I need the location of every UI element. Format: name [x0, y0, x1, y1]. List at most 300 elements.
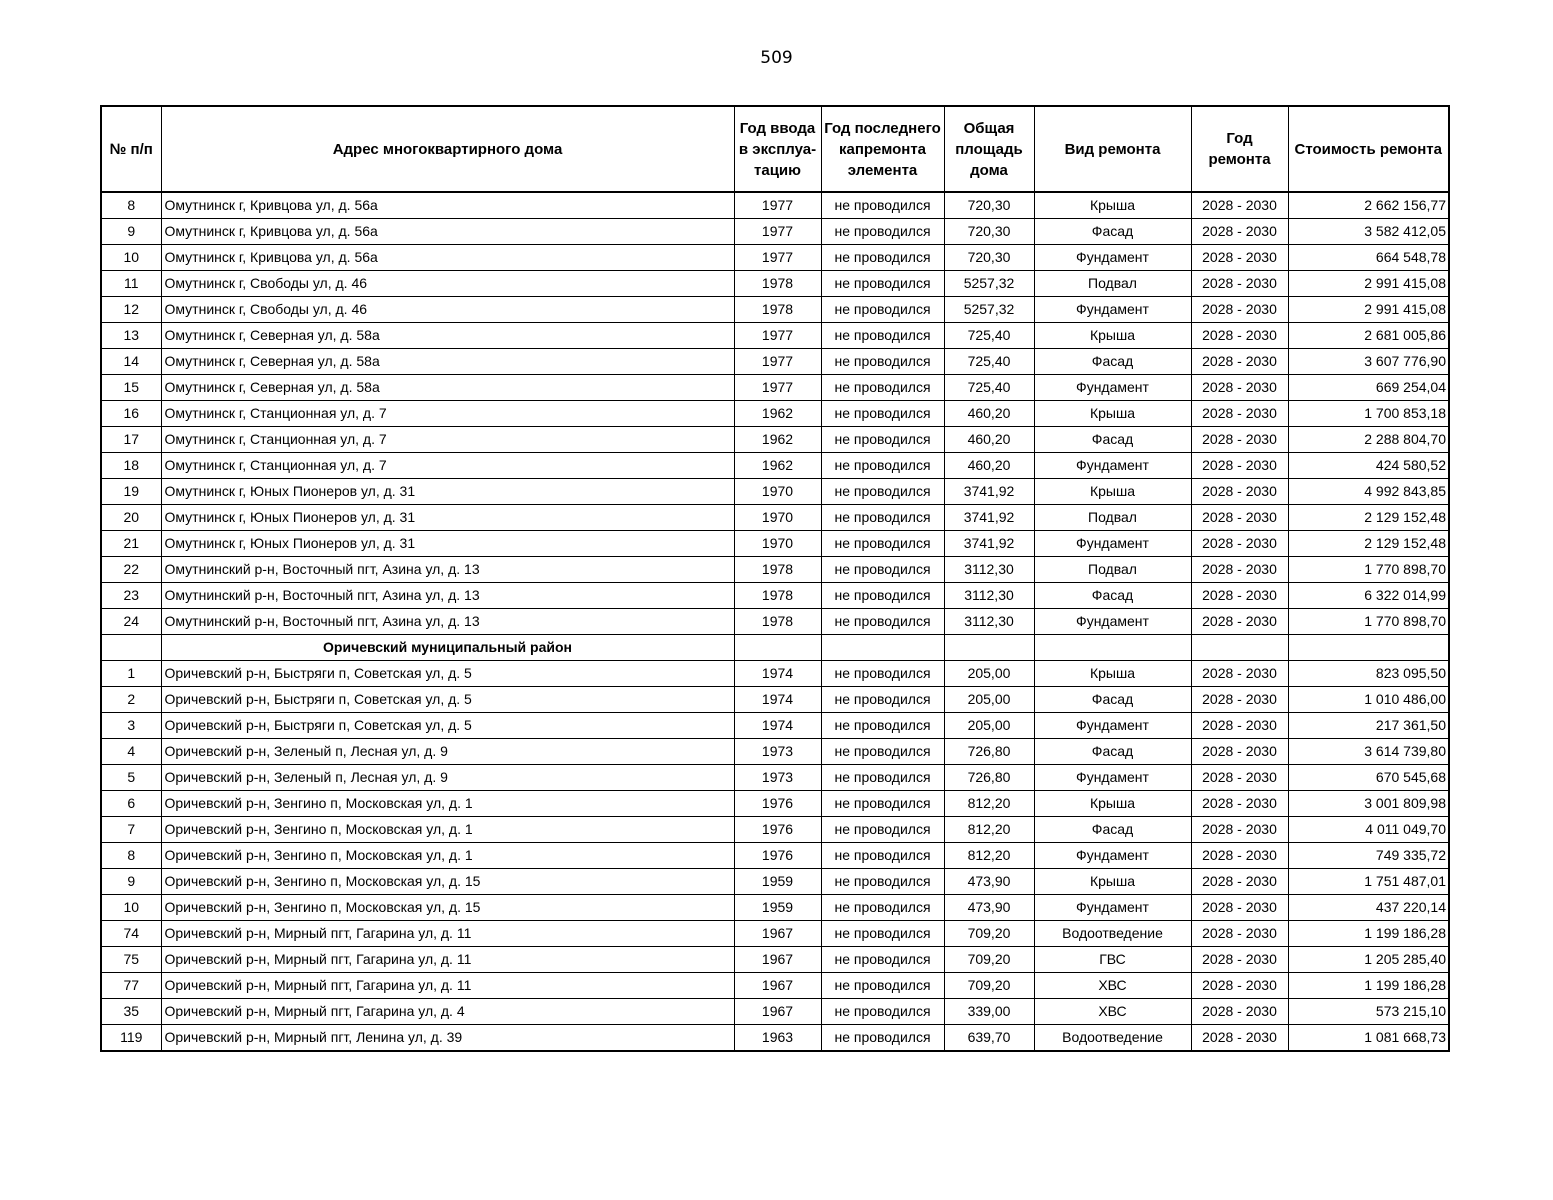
cell-last-repair: не проводился: [821, 219, 944, 245]
cell-year-built: 1978: [734, 297, 821, 323]
cell-last-repair: не проводился: [821, 401, 944, 427]
cell-cost: 823 095,50: [1288, 661, 1449, 687]
cell-last-repair: не проводился: [821, 817, 944, 843]
cell-area: 3112,30: [944, 583, 1034, 609]
cell-address: Оричевский р-н, Быстряги п, Советская ул, д. 5: [161, 713, 734, 739]
cell-repair-type: ХВС: [1034, 999, 1191, 1025]
cell-num: 23: [101, 583, 161, 609]
table-row: [101, 245, 1449, 271]
cell-last-repair: не проводился: [821, 531, 944, 557]
cell-area: 709,20: [944, 921, 1034, 947]
cell-year-built: 1976: [734, 843, 821, 869]
cell-address: Оричевский р-н, Быстряги п, Советская ул, д. 5: [161, 661, 734, 687]
cell-num: 11: [101, 271, 161, 297]
cell-repair-year: 2028 - 2030: [1191, 661, 1288, 687]
cell-cost: 2 129 152,48: [1288, 505, 1449, 531]
cell-cost: 669 254,04: [1288, 375, 1449, 401]
header-year-built: Год ввода в эксплуа-тацию: [734, 106, 821, 192]
cell-repair-year: 2028 - 2030: [1191, 323, 1288, 349]
cell-cost: 670 545,68: [1288, 765, 1449, 791]
cell-repair-type: Фундамент: [1034, 713, 1191, 739]
cell-repair-type: Фасад: [1034, 739, 1191, 765]
cell-year-built: 1977: [734, 219, 821, 245]
cell-last-repair: не проводился: [821, 687, 944, 713]
cell-address: Оричевский р-н, Зенгино п, Московская ул, д. 1: [161, 843, 734, 869]
cell-address: Омутнинск г, Станционная ул, д. 7: [161, 427, 734, 453]
cell-repair-type: Подвал: [1034, 505, 1191, 531]
cell-repair-year: 2028 - 2030: [1191, 687, 1288, 713]
cell-address: Омутнинск г, Юных Пионеров ул, д. 31: [161, 479, 734, 505]
cell-last-repair: не проводился: [821, 427, 944, 453]
cell-address: Омутнинский р-н, Восточный пгт, Азина ул, д. 13: [161, 609, 734, 635]
repair-table: [100, 105, 1450, 1052]
cell-repair-type: Фасад: [1034, 219, 1191, 245]
cell-area: 726,80: [944, 765, 1034, 791]
cell-repair-year: 2028 - 2030: [1191, 505, 1288, 531]
cell-year-built: 1977: [734, 192, 821, 219]
cell-last-repair: не проводился: [821, 505, 944, 531]
table-row: [101, 895, 1449, 921]
table-row: [101, 479, 1449, 505]
cell-num: 12: [101, 297, 161, 323]
cell-num: 10: [101, 895, 161, 921]
cell-year-built: 1962: [734, 427, 821, 453]
cell-num: 20: [101, 505, 161, 531]
cell-num: 24: [101, 609, 161, 635]
cell-year-built: 1977: [734, 349, 821, 375]
section-title: Оричевский муниципальный район: [161, 635, 734, 661]
cell-num: 77: [101, 973, 161, 999]
cell-last-repair: не проводился: [821, 999, 944, 1025]
cell-repair-type: Крыша: [1034, 791, 1191, 817]
cell-repair-type: Крыша: [1034, 192, 1191, 219]
header-cost: Стоимость ремонта: [1288, 106, 1449, 192]
cell-address: Омутнинск г, Северная ул, д. 58а: [161, 349, 734, 375]
cell-num: 4: [101, 739, 161, 765]
cell-address: Оричевский р-н, Зенгино п, Московская ул, д. 1: [161, 817, 734, 843]
cell-num: 13: [101, 323, 161, 349]
cell-cost: 6 322 014,99: [1288, 583, 1449, 609]
section-row: [101, 635, 1449, 661]
cell-repair-type: Крыша: [1034, 661, 1191, 687]
cell-repair-type: Крыша: [1034, 479, 1191, 505]
cell-repair-type: Крыша: [1034, 401, 1191, 427]
cell-last-repair: не проводился: [821, 349, 944, 375]
cell-repair-year: 2028 - 2030: [1191, 427, 1288, 453]
cell-num: 74: [101, 921, 161, 947]
cell-cost: 2 681 005,86: [1288, 323, 1449, 349]
table-row: [101, 817, 1449, 843]
cell-cost: 573 215,10: [1288, 999, 1449, 1025]
table-row: [101, 557, 1449, 583]
cell-cost: 1 010 486,00: [1288, 687, 1449, 713]
cell-repair-type: Крыша: [1034, 323, 1191, 349]
cell-year-built: 1978: [734, 583, 821, 609]
cell-area: 720,30: [944, 245, 1034, 271]
cell-year-built: 1967: [734, 947, 821, 973]
cell-repair-type: Фундамент: [1034, 297, 1191, 323]
table-row: [101, 687, 1449, 713]
cell-cost: 3 614 739,80: [1288, 739, 1449, 765]
cell-address: Оричевский р-н, Мирный пгт, Гагарина ул, д. 4: [161, 999, 734, 1025]
cell-cost: 664 548,78: [1288, 245, 1449, 271]
cell-last-repair: не проводился: [821, 271, 944, 297]
table-row: [101, 999, 1449, 1025]
cell-num: 3: [101, 713, 161, 739]
cell-last-repair: не проводился: [821, 973, 944, 999]
cell-year-built: 1963: [734, 1025, 821, 1052]
table-row: [101, 791, 1449, 817]
cell-area: 726,80: [944, 739, 1034, 765]
cell-num: 10: [101, 245, 161, 271]
table-row: [101, 349, 1449, 375]
cell-year-built: 1967: [734, 973, 821, 999]
cell-area: 812,20: [944, 843, 1034, 869]
cell-year-built: 1967: [734, 999, 821, 1025]
cell-year-built: 1962: [734, 453, 821, 479]
cell-address: Омутнинск г, Кривцова ул, д. 56а: [161, 245, 734, 271]
cell-address: Омутнинский р-н, Восточный пгт, Азина ул, д. 13: [161, 557, 734, 583]
cell-repair-type: Фундамент: [1034, 245, 1191, 271]
cell-year-built: 1977: [734, 245, 821, 271]
cell-year-built: 1978: [734, 609, 821, 635]
cell-repair-type: Фасад: [1034, 817, 1191, 843]
cell-repair-year: 2028 - 2030: [1191, 869, 1288, 895]
cell-cost: 4 011 049,70: [1288, 817, 1449, 843]
cell-year-built: 1976: [734, 817, 821, 843]
table-row: [101, 375, 1449, 401]
section-empty-cell: [734, 635, 821, 661]
cell-repair-year: 2028 - 2030: [1191, 557, 1288, 583]
cell-year-built: 1970: [734, 479, 821, 505]
cell-cost: 1 205 285,40: [1288, 947, 1449, 973]
cell-address: Омутнинский р-н, Восточный пгт, Азина ул, д. 13: [161, 583, 734, 609]
table-row: [101, 843, 1449, 869]
section-empty-cell: [1034, 635, 1191, 661]
cell-address: Оричевский р-н, Мирный пгт, Гагарина ул, д. 11: [161, 947, 734, 973]
cell-cost: 1 081 668,73: [1288, 1025, 1449, 1052]
cell-last-repair: не проводился: [821, 609, 944, 635]
table-row: [101, 661, 1449, 687]
cell-last-repair: не проводился: [821, 661, 944, 687]
cell-cost: 1 770 898,70: [1288, 557, 1449, 583]
cell-address: Оричевский р-н, Быстряги п, Советская ул, д. 5: [161, 687, 734, 713]
cell-repair-type: Фундамент: [1034, 765, 1191, 791]
cell-address: Омутнинск г, Северная ул, д. 58а: [161, 375, 734, 401]
table-row: [101, 921, 1449, 947]
cell-num: 2: [101, 687, 161, 713]
cell-year-built: 1976: [734, 791, 821, 817]
section-empty-cell: [1191, 635, 1288, 661]
cell-address: Оричевский р-н, Зеленый п, Лесная ул, д. 9: [161, 765, 734, 791]
cell-address: Омутнинск г, Северная ул, д. 58а: [161, 323, 734, 349]
cell-area: 725,40: [944, 349, 1034, 375]
cell-area: 3741,92: [944, 505, 1034, 531]
cell-last-repair: не проводился: [821, 713, 944, 739]
cell-num: 8: [101, 192, 161, 219]
cell-cost: 2 991 415,08: [1288, 271, 1449, 297]
cell-num: 5: [101, 765, 161, 791]
table-row: [101, 583, 1449, 609]
cell-last-repair: не проводился: [821, 192, 944, 219]
cell-repair-year: 2028 - 2030: [1191, 453, 1288, 479]
cell-last-repair: не проводился: [821, 739, 944, 765]
cell-last-repair: не проводился: [821, 375, 944, 401]
cell-cost: 3 001 809,98: [1288, 791, 1449, 817]
cell-address: Оричевский р-н, Зенгино п, Московская ул, д. 15: [161, 895, 734, 921]
cell-repair-year: 2028 - 2030: [1191, 349, 1288, 375]
cell-last-repair: не проводился: [821, 479, 944, 505]
cell-cost: 1 770 898,70: [1288, 609, 1449, 635]
table-row: [101, 531, 1449, 557]
cell-repair-year: 2028 - 2030: [1191, 999, 1288, 1025]
header-last-repair: Год последнего капремонта элемента: [821, 106, 944, 192]
cell-address: Оричевский р-н, Зенгино п, Московская ул, д. 15: [161, 869, 734, 895]
cell-num: 15: [101, 375, 161, 401]
table-header-row: [101, 106, 1449, 192]
cell-area: 460,20: [944, 453, 1034, 479]
cell-area: 339,00: [944, 999, 1034, 1025]
cell-num: 17: [101, 427, 161, 453]
cell-area: 5257,32: [944, 271, 1034, 297]
cell-address: Омутнинск г, Свободы ул, д. 46: [161, 297, 734, 323]
cell-last-repair: не проводился: [821, 843, 944, 869]
cell-year-built: 1974: [734, 661, 821, 687]
cell-year-built: 1978: [734, 271, 821, 297]
cell-area: 709,20: [944, 973, 1034, 999]
cell-repair-type: Подвал: [1034, 271, 1191, 297]
cell-repair-year: 2028 - 2030: [1191, 973, 1288, 999]
table-row: [101, 219, 1449, 245]
table-row: [101, 947, 1449, 973]
cell-repair-type: Фасад: [1034, 349, 1191, 375]
table-row: [101, 869, 1449, 895]
cell-address: Омутнинск г, Юных Пионеров ул, д. 31: [161, 505, 734, 531]
cell-address: Омутнинск г, Свободы ул, д. 46: [161, 271, 734, 297]
cell-address: Омутнинск г, Кривцова ул, д. 56а: [161, 219, 734, 245]
cell-repair-type: Водоотведение: [1034, 1025, 1191, 1052]
cell-address: Оричевский р-н, Мирный пгт, Ленина ул, д. 39: [161, 1025, 734, 1052]
table-row: [101, 297, 1449, 323]
header-area: Общая площадь дома: [944, 106, 1034, 192]
cell-num: 14: [101, 349, 161, 375]
cell-repair-year: 2028 - 2030: [1191, 843, 1288, 869]
cell-repair-year: 2028 - 2030: [1191, 609, 1288, 635]
cell-repair-year: 2028 - 2030: [1191, 1025, 1288, 1052]
cell-address: Омутнинск г, Кривцова ул, д. 56а: [161, 192, 734, 219]
cell-area: 460,20: [944, 427, 1034, 453]
cell-year-built: 1973: [734, 765, 821, 791]
cell-repair-type: Фундамент: [1034, 531, 1191, 557]
cell-repair-year: 2028 - 2030: [1191, 765, 1288, 791]
cell-year-built: 1970: [734, 505, 821, 531]
table-row: [101, 427, 1449, 453]
cell-last-repair: не проводился: [821, 583, 944, 609]
cell-repair-year: 2028 - 2030: [1191, 401, 1288, 427]
cell-num: 19: [101, 479, 161, 505]
cell-num: 119: [101, 1025, 161, 1052]
table-row: [101, 739, 1449, 765]
cell-year-built: 1977: [734, 375, 821, 401]
cell-repair-year: 2028 - 2030: [1191, 219, 1288, 245]
cell-last-repair: не проводился: [821, 453, 944, 479]
cell-repair-type: Крыша: [1034, 869, 1191, 895]
cell-area: 720,30: [944, 219, 1034, 245]
cell-last-repair: не проводился: [821, 895, 944, 921]
table-body-orichi: [101, 661, 1449, 1052]
table-row: [101, 609, 1449, 635]
cell-repair-year: 2028 - 2030: [1191, 791, 1288, 817]
cell-num: 8: [101, 843, 161, 869]
cell-num: 1: [101, 661, 161, 687]
cell-repair-type: Подвал: [1034, 557, 1191, 583]
table-row: [101, 453, 1449, 479]
cell-repair-year: 2028 - 2030: [1191, 245, 1288, 271]
cell-area: 709,20: [944, 947, 1034, 973]
cell-num: 16: [101, 401, 161, 427]
cell-year-built: 1973: [734, 739, 821, 765]
section-empty-cell: [821, 635, 944, 661]
cell-last-repair: не проводился: [821, 245, 944, 271]
cell-address: Оричевский р-н, Зеленый п, Лесная ул, д. 9: [161, 739, 734, 765]
cell-repair-year: 2028 - 2030: [1191, 583, 1288, 609]
table-row: [101, 271, 1449, 297]
cell-cost: 424 580,52: [1288, 453, 1449, 479]
cell-last-repair: не проводился: [821, 323, 944, 349]
cell-repair-year: 2028 - 2030: [1191, 375, 1288, 401]
cell-num: 7: [101, 817, 161, 843]
cell-repair-year: 2028 - 2030: [1191, 531, 1288, 557]
cell-num: 18: [101, 453, 161, 479]
cell-address: Оричевский р-н, Мирный пгт, Гагарина ул, д. 11: [161, 921, 734, 947]
cell-cost: 217 361,50: [1288, 713, 1449, 739]
cell-num: 21: [101, 531, 161, 557]
cell-year-built: 1970: [734, 531, 821, 557]
table-row: [101, 401, 1449, 427]
cell-area: 725,40: [944, 375, 1034, 401]
cell-area: 205,00: [944, 713, 1034, 739]
header-repair-type: Вид ремонта: [1034, 106, 1191, 192]
cell-address: Омутнинск г, Юных Пионеров ул, д. 31: [161, 531, 734, 557]
cell-num: 22: [101, 557, 161, 583]
cell-repair-year: 2028 - 2030: [1191, 271, 1288, 297]
cell-area: 205,00: [944, 687, 1034, 713]
table-row: [101, 323, 1449, 349]
table-row: [101, 973, 1449, 999]
cell-last-repair: не проводился: [821, 1025, 944, 1052]
page-number: 509: [760, 48, 793, 68]
cell-cost: 1 700 853,18: [1288, 401, 1449, 427]
cell-num: 6: [101, 791, 161, 817]
table-row: [101, 1025, 1449, 1052]
cell-repair-year: 2028 - 2030: [1191, 895, 1288, 921]
cell-cost: 2 662 156,77: [1288, 192, 1449, 219]
cell-year-built: 1978: [734, 557, 821, 583]
cell-area: 720,30: [944, 192, 1034, 219]
cell-year-built: 1967: [734, 921, 821, 947]
cell-last-repair: не проводился: [821, 869, 944, 895]
cell-area: 725,40: [944, 323, 1034, 349]
cell-year-built: 1974: [734, 687, 821, 713]
cell-repair-year: 2028 - 2030: [1191, 921, 1288, 947]
cell-num: 35: [101, 999, 161, 1025]
section-empty-cell: [944, 635, 1034, 661]
cell-cost: 3 607 776,90: [1288, 349, 1449, 375]
table-row: [101, 765, 1449, 791]
cell-repair-type: Фундамент: [1034, 895, 1191, 921]
cell-year-built: 1962: [734, 401, 821, 427]
cell-repair-year: 2028 - 2030: [1191, 947, 1288, 973]
section-row-group: [101, 635, 1449, 661]
cell-repair-type: ХВС: [1034, 973, 1191, 999]
cell-repair-year: 2028 - 2030: [1191, 817, 1288, 843]
cell-cost: 1 199 186,28: [1288, 921, 1449, 947]
cell-repair-year: 2028 - 2030: [1191, 739, 1288, 765]
cell-repair-type: Фундамент: [1034, 375, 1191, 401]
cell-repair-year: 2028 - 2030: [1191, 192, 1288, 219]
header-num: № п/п: [101, 106, 161, 192]
cell-repair-type: Фасад: [1034, 427, 1191, 453]
cell-cost: 2 991 415,08: [1288, 297, 1449, 323]
cell-area: 205,00: [944, 661, 1034, 687]
cell-area: 3741,92: [944, 479, 1034, 505]
cell-last-repair: не проводился: [821, 765, 944, 791]
section-num-cell: [101, 635, 161, 661]
cell-area: 3741,92: [944, 531, 1034, 557]
cell-cost: 1 199 186,28: [1288, 973, 1449, 999]
table-row: [101, 713, 1449, 739]
cell-area: 3112,30: [944, 557, 1034, 583]
cell-year-built: 1974: [734, 713, 821, 739]
header-address: Адрес многоквартирного дома: [161, 106, 734, 192]
cell-cost: 1 751 487,01: [1288, 869, 1449, 895]
cell-last-repair: не проводился: [821, 791, 944, 817]
cell-year-built: 1959: [734, 895, 821, 921]
cell-num: 9: [101, 869, 161, 895]
cell-cost: 4 992 843,85: [1288, 479, 1449, 505]
cell-last-repair: не проводился: [821, 297, 944, 323]
cell-cost: 2 288 804,70: [1288, 427, 1449, 453]
table-row: [101, 192, 1449, 219]
header-repair-year: Год ремонта: [1191, 106, 1288, 192]
cell-area: 3112,30: [944, 609, 1034, 635]
cell-repair-year: 2028 - 2030: [1191, 713, 1288, 739]
cell-area: 639,70: [944, 1025, 1034, 1052]
cell-repair-type: Фундамент: [1034, 453, 1191, 479]
cell-area: 5257,32: [944, 297, 1034, 323]
cell-repair-type: Фасад: [1034, 687, 1191, 713]
section-empty-cell: [1288, 635, 1449, 661]
cell-year-built: 1959: [734, 869, 821, 895]
cell-last-repair: не проводился: [821, 921, 944, 947]
cell-area: 473,90: [944, 869, 1034, 895]
cell-cost: 3 582 412,05: [1288, 219, 1449, 245]
cell-area: 460,20: [944, 401, 1034, 427]
cell-repair-type: Фундамент: [1034, 609, 1191, 635]
cell-repair-year: 2028 - 2030: [1191, 297, 1288, 323]
cell-last-repair: не проводился: [821, 947, 944, 973]
table-row: [101, 505, 1449, 531]
cell-cost: 2 129 152,48: [1288, 531, 1449, 557]
cell-repair-type: Водоотведение: [1034, 921, 1191, 947]
cell-cost: 437 220,14: [1288, 895, 1449, 921]
cell-num: 75: [101, 947, 161, 973]
cell-area: 812,20: [944, 791, 1034, 817]
cell-address: Оричевский р-н, Зенгино п, Московская ул, д. 1: [161, 791, 734, 817]
cell-repair-year: 2028 - 2030: [1191, 479, 1288, 505]
cell-year-built: 1977: [734, 323, 821, 349]
table-body-omutninsk: [101, 192, 1449, 635]
